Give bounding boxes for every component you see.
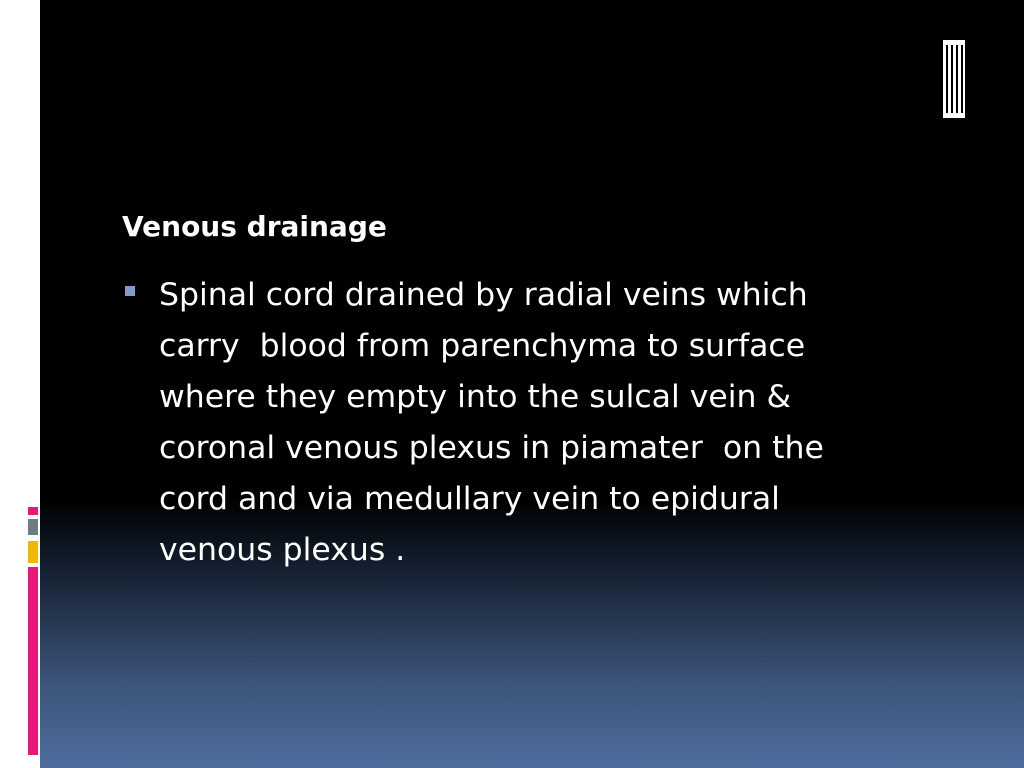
bullet-line: coronal venous plexus in piamater on the [159, 430, 824, 466]
bullet-line: Spinal cord drained by radial veins which [159, 277, 808, 313]
slide-heading: Venous drainage [122, 210, 387, 243]
accent-bar-gold [28, 541, 38, 563]
bullet-text [159, 272, 824, 578]
vertical-lines-icon [943, 40, 965, 118]
bullet-line: venous plexus . [159, 532, 406, 568]
accent-bar-pink-top [28, 507, 38, 515]
square-bullet-icon [125, 286, 135, 296]
bullet-line: where they empty into the sulcal vein & [159, 379, 792, 415]
left-white-margin [0, 0, 40, 505]
bullet-line: carry blood from parenchyma to surface [159, 328, 806, 364]
accent-bar-pink-bottom [28, 567, 38, 755]
accent-bar-gray [28, 519, 38, 535]
bullet-line: cord and via medullary vein to epidural [159, 481, 780, 517]
